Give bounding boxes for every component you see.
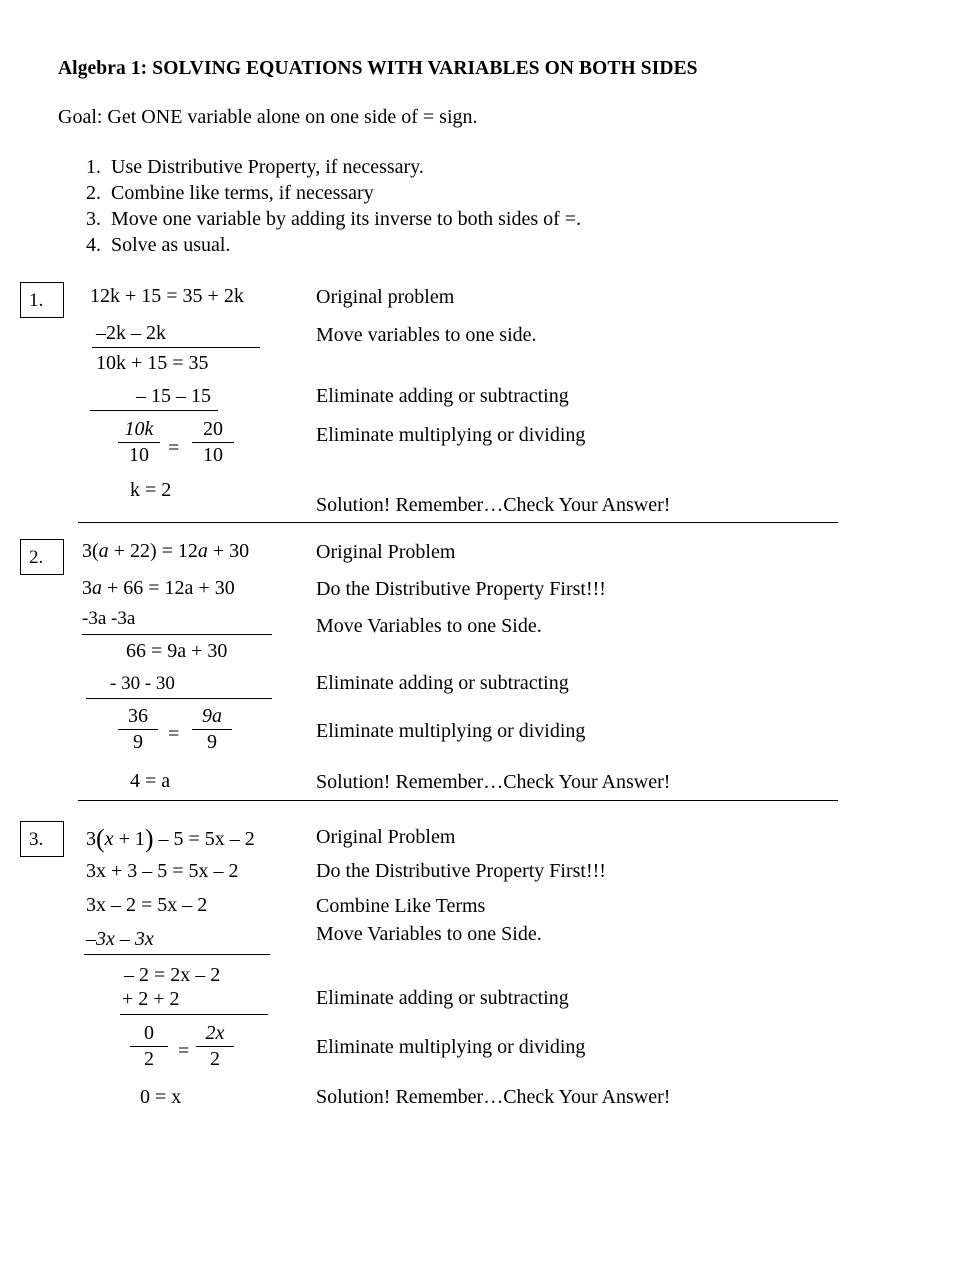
problem2-line2-desc: Do the Distributive Property First!!! <box>316 578 606 600</box>
problem2-line5-desc: Eliminate adding or subtracting <box>316 672 569 694</box>
problem3-line5-math: – 2 = 2x – 2 <box>124 964 221 986</box>
problem2-equals: = <box>168 723 180 745</box>
problem2-line6-desc: Eliminate multiplying or dividing <box>316 720 586 742</box>
problem3-fraction-left: 0 2 <box>130 1022 168 1071</box>
problem1-line1-desc: Original problem <box>316 286 455 308</box>
problem2-line1-desc: Original Problem <box>316 541 456 563</box>
problem1-line2-desc: Move variables to one side. <box>316 324 537 346</box>
problem3-line6-desc: Eliminate adding or subtracting <box>316 987 569 1009</box>
problem1-line4-math: – 15 – 15 <box>136 385 211 407</box>
problem3-line8-math: 0 = x <box>140 1086 182 1108</box>
problem3-equals: = <box>178 1040 190 1062</box>
problem2-fraction-right: 9a 9 <box>192 705 232 754</box>
problem3-line4-math: –3x – 3x <box>86 928 154 950</box>
step-item: 3. Move one variable by adding its inverse to both sides of =. <box>86 208 582 230</box>
problem3-fraction-right: 2x 2 <box>196 1022 234 1071</box>
problem3-line2-math: 3x + 3 – 5 = 5x – 2 <box>86 860 239 882</box>
problem2-line3-desc: Move Variables to one Side. <box>316 615 542 637</box>
goal-text: Goal: Get ONE variable alone on one side of = sign. <box>58 106 478 128</box>
problem3-line6-math: + 2 + 2 <box>122 988 180 1010</box>
problem2-line5-math: - 30 - 30 <box>110 673 175 694</box>
problem-number-box: 1. <box>20 282 64 318</box>
problem1-fraction-left: 10k 10 <box>118 418 160 467</box>
problem3-line4-desc: Move Variables to one Side. <box>316 923 542 945</box>
step-item: 2. Combine like terms, if necessary <box>86 182 374 204</box>
problem1-line2-math: –2k – 2k <box>96 322 166 344</box>
problem3-line3-math: 3x – 2 = 5x – 2 <box>86 894 208 916</box>
problem1-rule-1 <box>92 347 260 348</box>
problem1-solution-note: Solution! Remember…Check Your Answer! <box>316 494 671 516</box>
problem1-line6-math: k = 2 <box>130 479 172 501</box>
steps-list <box>86 154 581 258</box>
problem2-line2-math: 3a + 66 = 12a + 30 <box>82 577 235 599</box>
problem3-solution-note: Solution! Remember…Check Your Answer! <box>316 1086 671 1108</box>
problem1-equals: = <box>168 437 180 459</box>
problem3-line1-math: 3(x + 1) – 5 = 5x – 2 <box>86 824 255 853</box>
problem3-rule-1 <box>84 954 270 955</box>
problem3-line7-desc: Eliminate multiplying or dividing <box>316 1036 586 1058</box>
page-title: Algebra 1: SOLVING EQUATIONS WITH VARIABLES ON BOTH SIDES <box>58 58 698 79</box>
problem2-line7-math: 4 = a <box>130 770 171 792</box>
problem3-line1-desc: Original Problem <box>316 826 456 848</box>
problem1-line5-desc: Eliminate multiplying or dividing <box>316 424 586 446</box>
step-item: 1. Use Distributive Property, if necessary. <box>86 156 424 178</box>
problem2-line1-math: 3(a + 22) = 12a + 30 <box>82 540 250 562</box>
problem3-rule-2 <box>120 1014 268 1015</box>
problem2-fraction-left: 36 9 <box>118 705 158 754</box>
step-item: 4. Solve as usual. <box>86 234 231 256</box>
problem1-line1-math: 12k + 15 = 35 + 2k <box>90 285 244 307</box>
problem-number-box: 2. <box>20 539 64 575</box>
problem3-line3-desc: Combine Like Terms <box>316 895 486 917</box>
problem2-rule-2 <box>86 698 272 699</box>
problem3-line2-desc: Do the Distributive Property First!!! <box>316 860 606 882</box>
problem-number-box: 3. <box>20 821 64 857</box>
problem1-line3-math: 10k + 15 = 35 <box>96 352 209 374</box>
problem1-fraction-right: 20 10 <box>192 418 234 467</box>
problem2-rule-1 <box>82 634 272 635</box>
problem-separator-1 <box>78 522 838 523</box>
problem2-line4-math: 66 = 9a + 30 <box>126 640 228 662</box>
problem2-line3-math: -3a -3a <box>82 608 136 629</box>
problem2-solution-note: Solution! Remember…Check Your Answer! <box>316 771 671 793</box>
problem1-line4-desc: Eliminate adding or subtracting <box>316 385 569 407</box>
problem1-rule-2 <box>90 410 218 411</box>
problem-separator-2 <box>78 800 838 801</box>
